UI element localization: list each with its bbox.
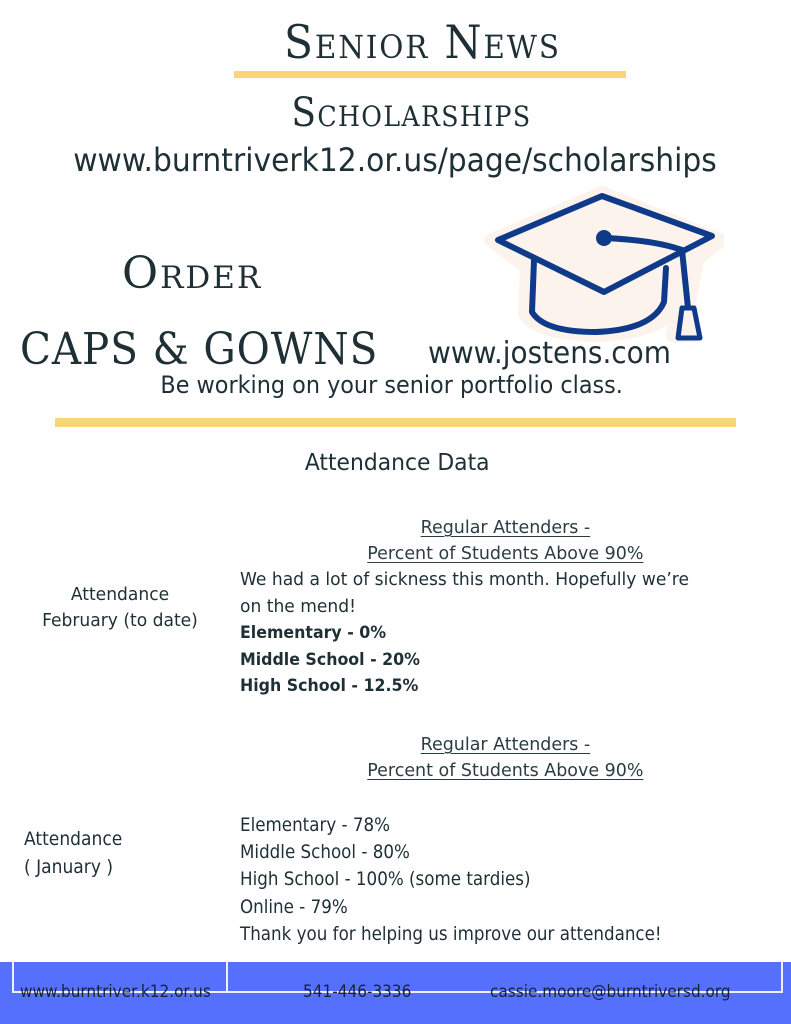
list-item: Elementary - 78% [240, 814, 391, 836]
footer-website-link[interactable]: www.burntriver.k12.or.us [20, 982, 211, 1002]
scholarships-heading: Scholarships [290, 90, 532, 136]
caps-gowns-heading: CAPS & GOWNS [20, 324, 379, 375]
list-item: Middle School - 80% [240, 841, 410, 864]
february-data [240, 567, 780, 700]
title-underline [234, 71, 626, 78]
list-item: Online - 79% [240, 895, 348, 918]
scholarships-link[interactable]: www.burntriverk12.or.us/page/scholarships [73, 141, 718, 179]
footer-email-link[interactable]: cassie.moore@burntriversd.org [490, 982, 731, 1002]
february-label: Attendance February (to date) [42, 584, 198, 631]
january-table-header: Regular Attenders - Percent of Students Above 90% [366, 734, 644, 781]
footer-phone[interactable]: 541-446-3336 [303, 982, 412, 1002]
graduation-cap-icon [484, 184, 724, 346]
list-item: Elementary - 0% [240, 623, 387, 643]
list-item: High School - 100% (some tardies) [240, 868, 531, 891]
attendance-heading: Attendance Data [305, 450, 490, 476]
portfolio-note: Be working on your senior portfolio class. [160, 371, 624, 399]
february-note: on the mend! [240, 595, 356, 617]
list-item: High School - 12.5% [240, 676, 419, 696]
list-item: Thank you for helping us improve our attendance! [240, 922, 662, 945]
jostens-link[interactable]: www.jostens.com [428, 336, 671, 371]
order-heading: Order [122, 248, 263, 299]
february-table-header: Regular Attenders - Percent of Students Above 90% [366, 517, 644, 564]
january-label: Attendance ( January ) [24, 828, 123, 878]
january-data [240, 812, 780, 948]
section-divider [55, 418, 736, 427]
list-item: Middle School - 20% [240, 649, 421, 670]
february-note: We had a lot of sickness this month. Hopefully we’re [240, 569, 689, 590]
page-title: Senior News [284, 15, 561, 69]
